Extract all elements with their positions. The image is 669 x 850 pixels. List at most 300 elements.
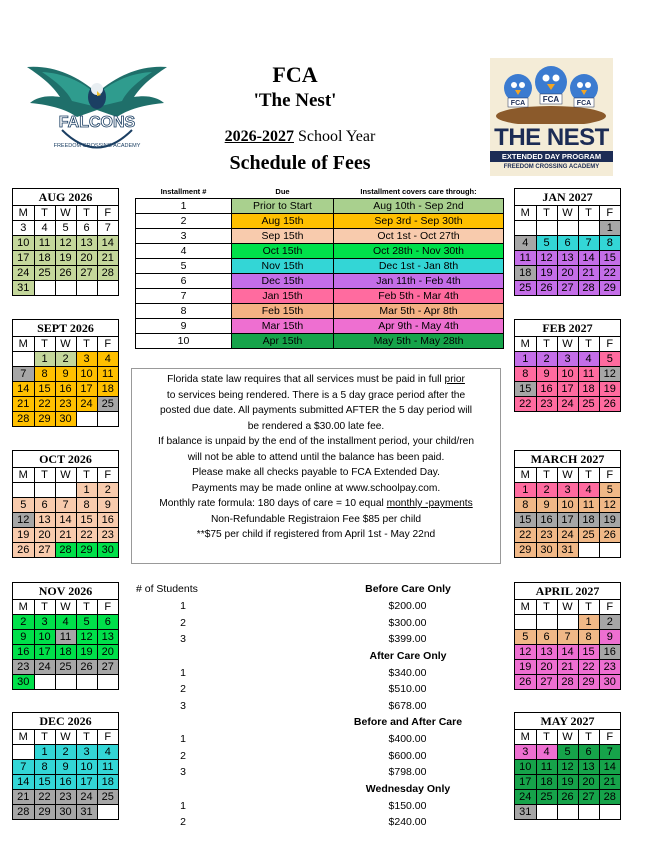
calendar-day: 14 xyxy=(13,775,34,790)
calendar-day: 7 xyxy=(557,630,578,645)
calendar-day: 30 xyxy=(55,412,76,427)
installment-row xyxy=(136,274,504,289)
note-line: Payments may be made online at www.schoolpay.com. xyxy=(191,482,441,494)
calendar-day: 17 xyxy=(34,645,55,660)
calendar-day: 30 xyxy=(599,675,620,690)
note-line xyxy=(132,372,500,388)
calendar-day xyxy=(578,805,599,820)
calendar-day: 6 xyxy=(76,221,97,236)
note-emphasis: prior xyxy=(444,374,465,385)
calendar-day: 12 xyxy=(599,367,620,382)
calendar-day: 19 xyxy=(536,266,557,281)
installment-due: Feb 15th xyxy=(232,304,334,319)
payment-notes xyxy=(131,368,501,564)
calendar-day xyxy=(55,281,76,296)
installment-row xyxy=(136,289,504,304)
calendar-day: 19 xyxy=(515,660,536,675)
calendar-day: 8 xyxy=(515,498,536,513)
calendar-day: 21 xyxy=(557,660,578,675)
calendar-day: 15 xyxy=(578,645,599,660)
student-count: 2 xyxy=(180,683,186,695)
weekday-header: W xyxy=(557,337,578,352)
calendar-day xyxy=(578,543,599,558)
calendar-day xyxy=(34,675,55,690)
calendar-day: 5 xyxy=(599,352,620,367)
calendar-day: 22 xyxy=(34,397,55,412)
installment-due: Prior to Start xyxy=(232,199,334,214)
calendar-day: 10 xyxy=(515,760,536,775)
calendar-day: 3 xyxy=(13,221,34,236)
calendar-day: 23 xyxy=(97,528,118,543)
calendar-day: 28 xyxy=(13,805,34,820)
calendar-day: 15 xyxy=(599,251,620,266)
calendar-day: 10 xyxy=(76,367,97,382)
calendar-day: 7 xyxy=(578,236,599,251)
note-line: If balance is unpaid by the end of the installment period, your child/ren xyxy=(157,436,474,447)
weekday-header: F xyxy=(97,730,118,745)
price-value: $798.00 xyxy=(388,766,427,778)
calendar-day: 20 xyxy=(536,660,557,675)
calendar-day: 2 xyxy=(55,352,76,367)
weekday-header: T xyxy=(76,468,97,483)
weekday-header: W xyxy=(55,206,76,221)
calendar-day: 26 xyxy=(515,675,536,690)
calendar-day: 5 xyxy=(55,221,76,236)
note-text: Florida state law requires that all services must be paid in full xyxy=(167,374,445,385)
weekday-header: T xyxy=(536,730,557,745)
calendar-day: 10 xyxy=(13,236,34,251)
calendar-day: 21 xyxy=(13,397,34,412)
calendar-day: 11 xyxy=(97,367,118,382)
calendar-day: 4 xyxy=(536,745,557,760)
calendar-day: 23 xyxy=(536,528,557,543)
calendar-day: 16 xyxy=(13,645,34,660)
calendar-day: 8 xyxy=(578,630,599,645)
weekday-header: T xyxy=(578,206,599,221)
students-header: # of Students xyxy=(136,583,198,595)
installment-table xyxy=(135,186,504,349)
calendar-day: 11 xyxy=(515,251,536,266)
calendar-day xyxy=(557,805,578,820)
weekday-header: T xyxy=(34,337,55,352)
price-value: $510.00 xyxy=(388,683,427,695)
calendar-day: 3 xyxy=(515,745,536,760)
calendar-day: 8 xyxy=(34,760,55,775)
price-value: $340.00 xyxy=(388,666,427,679)
weekday-header: W xyxy=(55,600,76,615)
calendar-day: 9 xyxy=(536,367,557,382)
calendar-day: 2 xyxy=(97,483,118,498)
calendar-day: 1 xyxy=(34,745,55,760)
installment-num: 10 xyxy=(136,334,232,349)
calendar-day: 27 xyxy=(557,281,578,296)
calendar-day: 21 xyxy=(97,251,118,266)
calendar-day: 7 xyxy=(599,745,620,760)
weekday-header: W xyxy=(557,600,578,615)
calendar-day: 2 xyxy=(55,745,76,760)
calendar-day: 1 xyxy=(578,615,599,630)
installment-num: 4 xyxy=(136,244,232,259)
calendar-day: 4 xyxy=(55,615,76,630)
installment-due: Jan 15th xyxy=(232,289,334,304)
note-line: will not be able to attend until the balance has been paid. xyxy=(187,451,445,463)
weekday-header: T xyxy=(578,600,599,615)
calendar-day: 17 xyxy=(515,775,536,790)
calendar-day: 27 xyxy=(34,543,55,558)
weekday-header: T xyxy=(76,600,97,615)
price-value: $150.00 xyxy=(388,799,427,812)
calendar-title: APRIL 2027 xyxy=(515,583,620,600)
calendar-day: 9 xyxy=(55,367,76,382)
calendar-oct-2026 xyxy=(12,450,119,558)
calendar-day: 12 xyxy=(515,645,536,660)
calendar-day xyxy=(515,221,536,236)
price-value: $399.00 xyxy=(388,633,427,645)
calendar-day: 14 xyxy=(578,251,599,266)
calendar-day: 29 xyxy=(515,543,536,558)
calendar-day: 11 xyxy=(578,367,599,382)
bird-badge: FCA xyxy=(542,95,560,104)
calendar-day: 20 xyxy=(76,251,97,266)
calendar-day: 12 xyxy=(557,760,578,775)
calendar-day: 4 xyxy=(578,352,599,367)
installment-num: 7 xyxy=(136,289,232,304)
calendar-mar-2027 xyxy=(514,450,621,558)
page-title: FCA xyxy=(272,62,318,87)
student-count: 1 xyxy=(180,733,186,745)
calendar-day: 19 xyxy=(557,775,578,790)
calendar-day: 25 xyxy=(578,397,599,412)
calendar-day xyxy=(55,483,76,498)
calendar-title: NOV 2026 xyxy=(13,583,118,600)
installment-covers: Dec 1st - Jan 8th xyxy=(334,259,504,274)
weekday-header: M xyxy=(13,206,34,221)
calendar-day: 5 xyxy=(557,745,578,760)
calendar-day: 20 xyxy=(578,775,599,790)
nest-school: FREEDOM CROSSING ACADEMY xyxy=(503,164,600,170)
calendar-day: 6 xyxy=(97,615,118,630)
installment-covers: Oct 28th - Nov 30th xyxy=(334,244,504,259)
calendar-day: 9 xyxy=(97,498,118,513)
falcons-wordmark: FALCONS xyxy=(58,114,136,131)
calendar-day xyxy=(578,221,599,236)
calendar-day xyxy=(34,281,55,296)
calendar-day: 29 xyxy=(34,412,55,427)
installment-header: Due xyxy=(232,186,334,199)
calendar-day: 5 xyxy=(515,630,536,645)
calendar-day: 26 xyxy=(599,397,620,412)
calendar-day xyxy=(515,615,536,630)
calendar-day xyxy=(97,675,118,690)
calendar-day: 29 xyxy=(34,805,55,820)
calendar-day: 20 xyxy=(97,645,118,660)
calendar-day: 12 xyxy=(55,236,76,251)
calendar-day: 31 xyxy=(557,543,578,558)
school-year xyxy=(190,128,410,146)
calendar-day: 26 xyxy=(536,281,557,296)
calendar-day: 2 xyxy=(536,483,557,498)
installment-num: 9 xyxy=(136,319,232,334)
calendar-day: 22 xyxy=(515,528,536,543)
calendar-day: 4 xyxy=(515,236,536,251)
calendar-day: 22 xyxy=(34,790,55,805)
installment-num: 8 xyxy=(136,304,232,319)
calendar-day: 17 xyxy=(557,513,578,528)
calendar-day: 25 xyxy=(55,660,76,675)
calendar-day: 6 xyxy=(536,630,557,645)
calendar-day: 24 xyxy=(557,397,578,412)
weekday-header: T xyxy=(34,600,55,615)
student-count: 2 xyxy=(180,749,186,762)
calendar-day: 13 xyxy=(34,513,55,528)
installment-due: Mar 15th xyxy=(232,319,334,334)
calendar-day: 18 xyxy=(515,266,536,281)
calendar-day: 4 xyxy=(97,352,118,367)
calendar-day: 20 xyxy=(34,528,55,543)
calendar-day: 16 xyxy=(97,513,118,528)
calendar-day: 19 xyxy=(599,382,620,397)
weekday-header: T xyxy=(578,730,599,745)
calendar-day: 23 xyxy=(13,660,34,675)
calendar-day: 11 xyxy=(97,760,118,775)
nest-logo xyxy=(490,58,613,176)
note-text: Monthly rate formula: 180 days of care = 10 equal xyxy=(159,498,387,509)
calendar-day: 2 xyxy=(599,615,620,630)
installment-header: Installment # xyxy=(136,186,232,199)
weekday-header: F xyxy=(599,337,620,352)
calendar-day: 5 xyxy=(76,615,97,630)
birds-icon xyxy=(490,58,613,124)
price-group-title: Wednesday Only xyxy=(365,782,451,795)
price-value: $678.00 xyxy=(388,699,427,712)
calendar-day xyxy=(13,483,34,498)
calendar-day: 16 xyxy=(55,382,76,397)
calendar-day: 23 xyxy=(55,397,76,412)
weekday-header: W xyxy=(55,468,76,483)
calendar-day: 1 xyxy=(599,221,620,236)
calendar-day: 12 xyxy=(13,513,34,528)
calendar-day: 22 xyxy=(599,266,620,281)
calendar-day: 21 xyxy=(55,528,76,543)
calendar-day: 3 xyxy=(76,352,97,367)
calendar-day: 30 xyxy=(55,805,76,820)
calendar-day: 19 xyxy=(55,251,76,266)
calendar-day: 18 xyxy=(97,382,118,397)
calendar-day: 22 xyxy=(578,660,599,675)
calendar-day: 13 xyxy=(536,645,557,660)
calendar-day: 15 xyxy=(76,513,97,528)
calendar-day: 29 xyxy=(76,543,97,558)
calendar-day: 14 xyxy=(13,382,34,397)
calendar-day: 24 xyxy=(557,528,578,543)
note-emphasis: monthly -payments xyxy=(386,498,473,509)
calendar-title: JAN 2027 xyxy=(515,189,620,206)
calendar-title: DEC 2026 xyxy=(13,713,118,730)
calendar-day: 8 xyxy=(76,498,97,513)
calendar-jan-2027 xyxy=(514,188,621,296)
weekday-header: T xyxy=(76,206,97,221)
calendar-day: 2 xyxy=(536,352,557,367)
installment-covers: Feb 5th - Mar 4th xyxy=(334,289,504,304)
weekday-header: M xyxy=(515,600,536,615)
price-value: $400.00 xyxy=(388,733,427,745)
weekday-header: F xyxy=(97,468,118,483)
student-count: 1 xyxy=(180,666,186,679)
calendar-day: 16 xyxy=(55,775,76,790)
calendar-day: 19 xyxy=(599,513,620,528)
calendar-day: 7 xyxy=(13,760,34,775)
bird-badge: FCA xyxy=(510,100,526,107)
calendar-day: 6 xyxy=(34,498,55,513)
calendar-day xyxy=(599,805,620,820)
calendar-dec-2026 xyxy=(12,712,119,820)
weekday-header: T xyxy=(34,468,55,483)
installment-covers: Jan 11th - Feb 4th xyxy=(334,274,504,289)
calendar-day: 27 xyxy=(578,790,599,805)
calendar-day: 26 xyxy=(13,543,34,558)
calendar-day: 17 xyxy=(557,382,578,397)
falcons-logo xyxy=(22,55,172,165)
calendar-day: 31 xyxy=(13,281,34,296)
calendar-day: 8 xyxy=(515,367,536,382)
weekday-header: F xyxy=(599,206,620,221)
calendar-day: 6 xyxy=(557,236,578,251)
price-value: $600.00 xyxy=(388,749,427,762)
note-line xyxy=(132,496,500,512)
calendar-day: 24 xyxy=(34,660,55,675)
calendar-title: MAY 2027 xyxy=(515,713,620,730)
program-name: 'The Nest' xyxy=(253,90,337,111)
weekday-header: T xyxy=(578,468,599,483)
weekday-header: F xyxy=(97,337,118,352)
calendar-day: 8 xyxy=(599,236,620,251)
weekday-header: W xyxy=(55,337,76,352)
calendar-day: 16 xyxy=(536,382,557,397)
installment-row xyxy=(136,244,504,259)
calendar-day xyxy=(76,412,97,427)
installment-covers: Oct 1st - Oct 27th xyxy=(334,229,504,244)
calendar-day: 9 xyxy=(13,630,34,645)
calendar-day: 26 xyxy=(599,528,620,543)
weekday-header: F xyxy=(599,730,620,745)
calendar-title: FEB 2027 xyxy=(515,320,620,337)
calendar-day: 25 xyxy=(515,281,536,296)
installment-row xyxy=(136,304,504,319)
installment-num: 1 xyxy=(136,199,232,214)
calendar-day: 7 xyxy=(97,221,118,236)
calendar-day: 20 xyxy=(557,266,578,281)
calendar-day: 17 xyxy=(76,382,97,397)
calendar-day: 24 xyxy=(76,397,97,412)
weekday-header: T xyxy=(76,730,97,745)
calendar-day: 27 xyxy=(97,660,118,675)
calendar-day: 13 xyxy=(557,251,578,266)
installment-num: 5 xyxy=(136,259,232,274)
calendar-day xyxy=(599,543,620,558)
calendar-day: 10 xyxy=(557,367,578,382)
calendar-nov-2026 xyxy=(12,582,119,690)
weekday-header: M xyxy=(13,730,34,745)
student-count: 1 xyxy=(180,799,186,812)
weekday-header: T xyxy=(76,337,97,352)
calendar-title: AUG 2026 xyxy=(13,189,118,206)
weekday-header: T xyxy=(536,468,557,483)
calendar-day xyxy=(536,615,557,630)
falcons-arc-text: FREEDOM CROSSING ACADEMY xyxy=(53,143,141,149)
calendar-day: 18 xyxy=(578,382,599,397)
calendar-day: 15 xyxy=(34,382,55,397)
weekday-header: W xyxy=(557,206,578,221)
calendar-day: 26 xyxy=(55,266,76,281)
calendar-day: 4 xyxy=(578,483,599,498)
calendar-day: 21 xyxy=(599,775,620,790)
calendar-day xyxy=(557,615,578,630)
installment-covers: May 5th - May 28th xyxy=(334,334,504,349)
installment-header: Installment covers care through: xyxy=(334,186,504,199)
calendar-day: 12 xyxy=(76,630,97,645)
calendar-day: 30 xyxy=(13,675,34,690)
calendar-day: 23 xyxy=(599,660,620,675)
falcon-icon xyxy=(22,55,172,165)
note-line: Non-Refundable Registraion Fee $85 per child xyxy=(210,513,422,525)
installment-due: Apr 15th xyxy=(232,334,334,349)
installment-row xyxy=(136,199,504,214)
calendar-day: 14 xyxy=(55,513,76,528)
calendar-day: 28 xyxy=(55,543,76,558)
installment-covers: Sep 3rd - Sep 30th xyxy=(334,214,504,229)
calendar-day: 28 xyxy=(97,266,118,281)
calendar-title: SEPT 2026 xyxy=(13,320,118,337)
price-value: $300.00 xyxy=(388,616,427,629)
weekday-header: T xyxy=(536,206,557,221)
calendar-day: 21 xyxy=(13,790,34,805)
calendar-day: 22 xyxy=(515,397,536,412)
calendar-day: 14 xyxy=(557,645,578,660)
note-line: be rendered a $30.00 late fee. xyxy=(247,420,385,432)
calendar-day xyxy=(13,745,34,760)
calendar-day: 29 xyxy=(599,281,620,296)
calendar-day: 28 xyxy=(13,412,34,427)
price-value: $200.00 xyxy=(388,600,427,612)
calendar-day: 2 xyxy=(13,615,34,630)
calendar-day: 22 xyxy=(76,528,97,543)
calendar-day: 23 xyxy=(536,397,557,412)
calendar-day: 21 xyxy=(578,266,599,281)
calendar-day xyxy=(97,281,118,296)
calendar-day: 1 xyxy=(76,483,97,498)
calendar-day: 9 xyxy=(55,760,76,775)
calendar-feb-2027 xyxy=(514,319,621,412)
calendar-day: 1 xyxy=(34,352,55,367)
calendar-day: 19 xyxy=(76,645,97,660)
calendar-day: 17 xyxy=(13,251,34,266)
installment-row xyxy=(136,259,504,274)
school-year-range: 2026-2027 xyxy=(224,128,294,145)
weekday-header: M xyxy=(13,600,34,615)
installment-row xyxy=(136,319,504,334)
nest-subtitle: EXTENDED DAY PROGRAM xyxy=(490,151,613,162)
calendar-day: 25 xyxy=(578,528,599,543)
calendar-day: 8 xyxy=(34,367,55,382)
weekday-header: T xyxy=(536,337,557,352)
calendar-title: OCT 2026 xyxy=(13,451,118,468)
calendar-day: 15 xyxy=(515,382,536,397)
calendar-day: 3 xyxy=(34,615,55,630)
weekday-header: T xyxy=(536,600,557,615)
calendar-day: 30 xyxy=(97,543,118,558)
schedule-title: Schedule of Fees xyxy=(229,152,371,174)
weekday-header: M xyxy=(13,337,34,352)
